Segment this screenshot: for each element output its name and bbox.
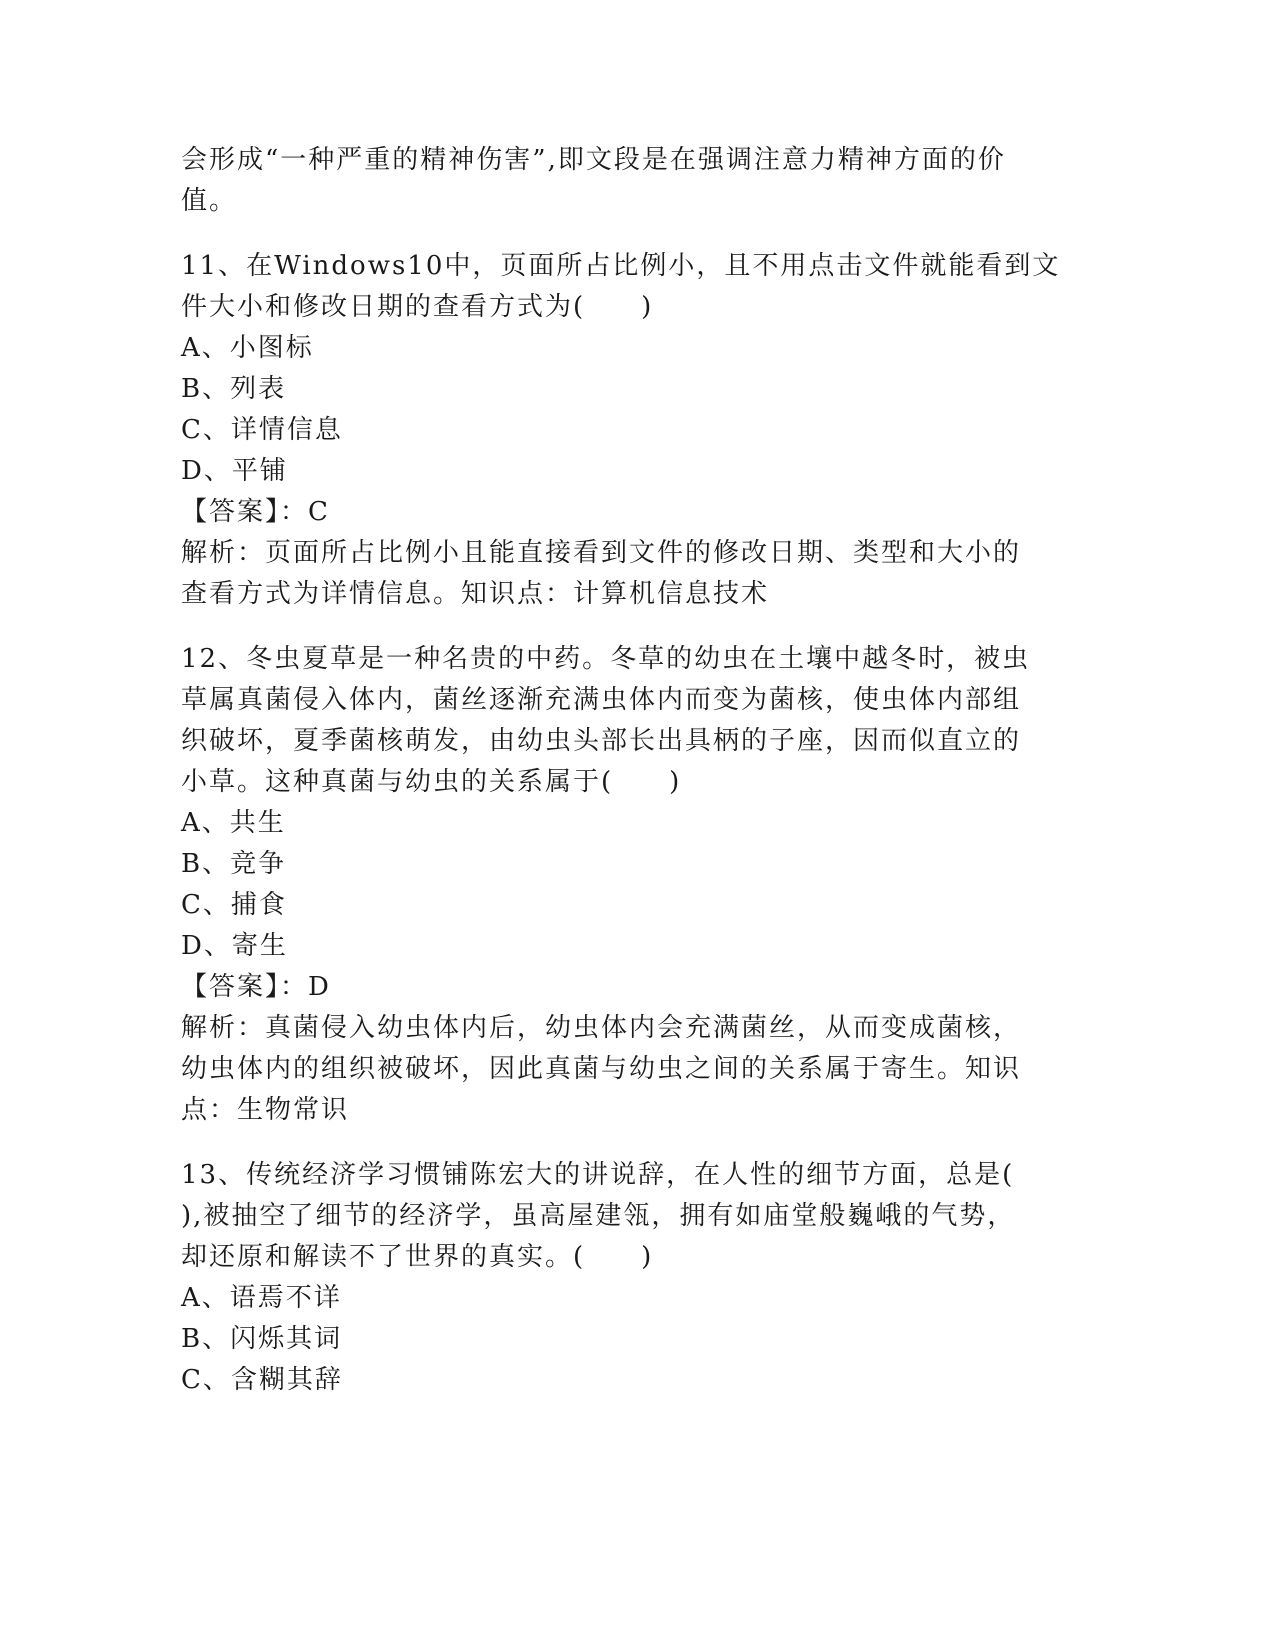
option-c: C、含糊其辞	[181, 1365, 343, 1395]
question-13	[181, 1155, 1061, 1401]
option-d: D、寄生	[181, 931, 288, 961]
question-stem: 草属真菌侵入体内，菌丝逐渐充满虫体内而变为菌核，使虫体内部组	[181, 685, 1022, 715]
option-d: D、平铺	[181, 456, 288, 486]
analysis-line: 幼虫体内的组织被破坏，因此真菌与幼虫之间的关系属于寄生。知识	[181, 1054, 1022, 1084]
question-12	[181, 639, 1061, 1131]
analysis-line: 查看方式为详情信息。知识点：计算机信息技术	[181, 579, 770, 609]
question-stem: 13、传统经济学习惯铺陈宏大的讲说辞，在人性的细节方面，总是(	[181, 1160, 1015, 1190]
intro-line: 会形成“一种严重的精神伤害”,即文段是在强调注意力精神方面的价	[181, 145, 1006, 175]
analysis-line: 解析：真菌侵入幼虫体内后，幼虫体内会充满菌丝，从而变成菌核，	[181, 1013, 1022, 1043]
option-c: C、捕食	[181, 890, 287, 920]
option-b: B、闪烁其词	[181, 1324, 343, 1354]
question-11	[181, 246, 1061, 615]
question-stem: ),被抽空了细节的经济学，虽高屋建瓴，拥有如庙堂般巍峨的气势，	[181, 1201, 1016, 1231]
answer-line: 【答案】：D	[181, 972, 331, 1002]
question-stem: 12、冬虫夏草是一种名贵的中药。冬草的幼虫在土壤中越冬时，被虫	[181, 644, 1031, 674]
analysis-line: 点：生物常识	[181, 1095, 350, 1125]
question-stem: 小草。这种真菌与幼虫的关系属于( )	[181, 767, 682, 797]
option-a: A、小图标	[181, 333, 314, 363]
question-stem: 11、在Windows10中，页面所占比例小，且不用点击文件就能看到文	[181, 251, 1061, 281]
intro-line: 值。	[181, 186, 238, 216]
option-b: B、竞争	[181, 849, 287, 879]
document-page	[181, 140, 1061, 1401]
analysis-line: 解析：页面所占比例小且能直接看到文件的修改日期、类型和大小的	[181, 538, 1022, 568]
option-c: C、详情信息	[181, 415, 343, 445]
intro-paragraph	[181, 140, 1061, 222]
option-a: A、语焉不详	[181, 1283, 342, 1313]
question-stem: 却还原和解读不了世界的真实。( )	[181, 1242, 654, 1272]
question-stem: 件大小和修改日期的查看方式为( )	[181, 292, 654, 322]
question-stem: 织破坏，夏季菌核萌发，由幼虫头部长出具柄的子座，因而似直立的	[181, 726, 1022, 756]
option-a: A、共生	[181, 808, 286, 838]
answer-line: 【答案】：C	[181, 497, 330, 527]
option-b: B、列表	[181, 374, 287, 404]
